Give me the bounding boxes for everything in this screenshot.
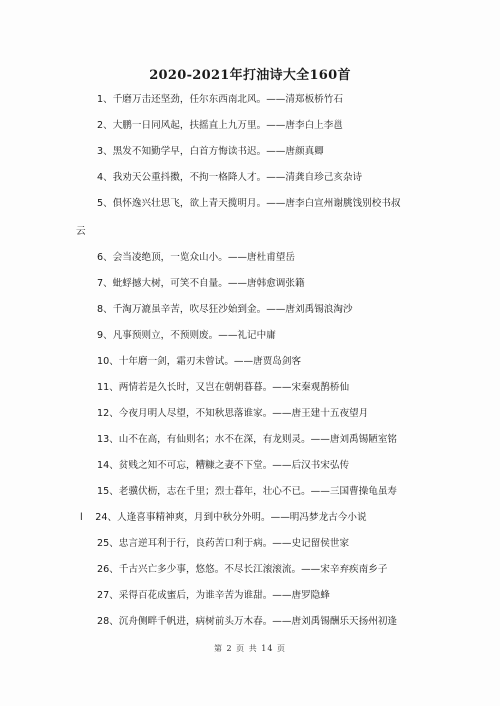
poem-line-26: 26、千古兴亡多少事，悠悠。不尽长江滚滚流。——宋辛弃疾南乡子	[97, 564, 388, 575]
poem-line-3: 3、黑发不知勤学早，白首方悔读书迟。——唐颜真卿	[97, 146, 324, 157]
poem-line-6: 6、会当凌绝顶，一览众山小。——唐杜甫望岳	[97, 252, 295, 263]
poem-line-13: 13、山不在高，有仙则名；水不在深，有龙则灵。——唐刘禹锡陋室铭	[97, 434, 398, 445]
poem-line-10: 10、十年磨一剑，霜刃未曾试。——唐贾岛剑客	[97, 356, 302, 367]
page-title: 2020-2021年打油诗大全160首	[149, 68, 351, 83]
poem-line-28: 28、沉舟侧畔千帆进，病树前头万木春。——唐刘禹锡酬乐天扬州初逢	[97, 616, 398, 627]
poem-line-25: 25、忠言逆耳利于行，良药苦口利于病。——史记留侯世家	[97, 538, 350, 549]
poem-line-15: 15、老骥伏枥，志在千里；烈士暮年，壮心不已。——三国曹操龟虽寿	[97, 486, 398, 497]
page-footer: 第 2 页 共 14 页	[214, 644, 286, 653]
poem-line-2: 2、大鹏一日同风起，扶摇直上九万里。——唐李白上李邕	[97, 120, 343, 131]
poem-line-9: 9、凡事预则立，不预则废。——礼记中庸	[97, 330, 276, 341]
poem-line-14: 14、贫贱之知不可忘，糟糠之妻不下堂。——后汉书宋弘传	[97, 460, 350, 471]
poem-line-24: l 24、人逢喜事精神爽，月到中秋分外明。——明冯梦龙古今小说	[80, 512, 367, 523]
poem-line-1: 1、千磨万击还坚劲，任尔东西南北风。——清郑板桥竹石	[97, 94, 343, 105]
poem-line-8: 8、千淘万漉虽辛苦，吹尽狂沙始到金。——唐刘禹锡浪淘沙	[97, 304, 353, 315]
poem-line-5: 5、俱怀逸兴壮思飞，欲上青天揽明月。——唐李白宣州谢朓饯别校书叔	[97, 198, 401, 209]
poem-line-7: 7、蚍蜉撼大树，可笑不自量。——唐韩愈调张籍	[97, 278, 305, 289]
poem-line-4: 4、我劝天公重抖擞，不拘一格降人才。——清龚自珍己亥杂诗	[97, 172, 363, 183]
poem-line-5-wrap: 云	[76, 226, 86, 237]
poem-line-11: 11、两情若是久长时，又岂在朝朝暮暮。——宋秦观鹊桥仙	[97, 382, 350, 393]
poem-line-12: 12、今夜月明人尽望，不知秋思落谁家。——唐王建十五夜望月	[97, 408, 369, 419]
poem-line-27: 27、采得百花成蜜后，为谁辛苦为谁甜。——唐罗隐蜂	[97, 590, 330, 601]
